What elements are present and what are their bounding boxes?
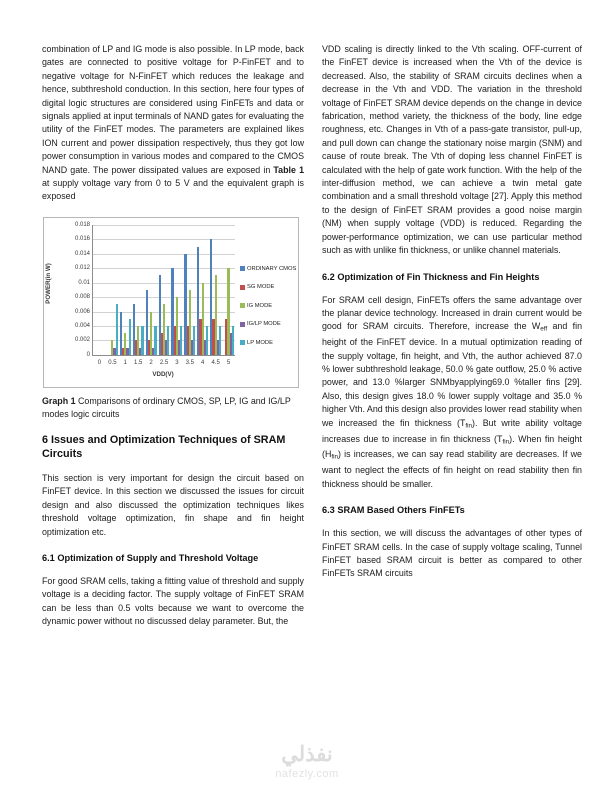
text-segment: fin [465,422,473,430]
text-segment: at supply voltage vary from 0 to 5 V and the equivalent graph is exposed [42,178,304,202]
grid-line [93,239,235,240]
text-segment: ) is increases, we can say read stability are decreases. If we want to neglect the effects of fin height on read stability then fin thickness should be smaller. [322,449,582,489]
left-column [42,43,304,642]
y-axis-tick-label: 0.014 [74,250,90,257]
x-axis-tick-label: 4 [201,359,205,366]
y-axis-tick-label: 0 [86,351,90,358]
x-axis-tick-label: 2 [149,359,153,366]
y-axis-tick-label: 0.008 [74,294,90,301]
paragraph-fin-thickness [322,294,582,492]
legend-swatch-icon [240,266,245,271]
subsection-heading-6-3: 6.3 SRAM Based Others FinFETs [322,505,465,516]
right-column [322,43,582,642]
legend-item [240,303,296,309]
legend-swatch-icon [240,322,245,327]
chart-bar [141,326,143,355]
watermark-url: nafezly.com [275,768,339,780]
text-segment: fin [502,438,510,446]
chart-bar [129,319,131,355]
text-segment: fin [331,453,339,461]
y-axis-tick-label: 0.012 [74,265,90,272]
chart-bar [154,326,156,355]
legend-item [240,266,296,272]
text-segment: and fin height of the FinFET device. In a mutual optimization reading of the supply voltage, fin height, and Vth, the author achieved 87.0 % lower subthreshold leakage, 50.0 % gate outflow, 25.0 % active power, and 13.0 %larger SNMbyapplying69.0 %taller fins [29]. Also, this design gives 18.0 % lower supply voltage and 35.0 % higher Vth. And this design also provides lower read stability when we increased the fin thickness (T [322,321,582,428]
x-axis-tick-label: 4.5 [211,359,220,366]
chart-legend [240,266,296,359]
y-axis-tick-label: 0.006 [74,308,90,315]
legend-item [240,340,296,346]
x-axis-tick-label: 0.5 [108,359,117,366]
y-axis-tick-label: 0.004 [74,322,90,329]
text-segment: eff [540,325,548,333]
paragraph-other-finfets: In this section, we will discuss the advantages of other types of FinFET SRAM cells. In the case of supply voltage scaling, Tunnel FinFET based SRAM circuit is better as compared to other FinFETs SRAM circuits [322,528,582,579]
grid-line [93,254,235,255]
text-segment: Table 1 [273,164,305,175]
x-axis-tick-label: 1 [123,359,127,366]
y-axis-tick-label: 0.002 [74,337,90,344]
y-axis-tick-label: 0.01 [78,279,90,286]
legend-swatch-icon [240,340,245,345]
figure-caption [42,395,304,422]
legend-label: IG MODE [247,302,273,309]
x-axis-tick-label: 2.5 [159,359,169,366]
chart-bar [180,326,182,355]
power-vs-vdd-chart [43,217,299,388]
legend-label: LP MODE [247,339,273,346]
chart-y-axis-title: POWER(in W) [44,263,52,304]
legend-swatch-icon [240,285,245,290]
watermark [252,742,362,781]
section-heading-6: 6 Issues and Optimization Techniques of SRAM Circuits [42,433,286,461]
legend-swatch-icon [240,303,245,308]
x-axis-tick-label: 5 [226,359,231,366]
legend-label: ORDINARY CMOS [247,265,297,272]
legend-label: SG MODE [247,284,275,291]
x-axis-tick-label: 0 [97,359,102,366]
legend-label: IG/LP MODE [247,321,281,328]
nafezly-logo: نفذلي [281,743,333,766]
text-segment: For SRAM cell design, FinFETs offers the same advantage over the planar device technology. Increased in drain current would be good for SRAM circuits. Therefore, increase the W [322,294,582,332]
subsection-heading-6-1: 6.1 Optimization of Supply and Threshold Voltage [42,552,259,563]
x-axis-tick-label: 1.5 [134,359,143,366]
legend-item [240,284,296,290]
chart-bar [232,326,234,355]
text-segment: combination of LP and IG mode is also possible. In LP mode, back gates are connected to positive voltage for P-FinFET and to negative voltage for N-FinFET which reduces the leakage and hence, subthreshold conduction. In this section, here four types of digital logic structures are considered using FinFETs and data or signals applied at input terminals of NAND gates for evaluating the utility of the FinFET modes. The parameters are explained likes ION current and power dissipation respectively, thus they got low power consumption in various modes and compared to the CMOS NAND gate. The power dissipated values are exposed in [42,44,304,175]
chart-bar [206,326,208,355]
paragraph-section6-intro: This section is very important for design the circuit based on FinFET device. In this section we discussed the issues for circuit design and also discussed the optimization techniques likes threshold voltage optimization, fin shape and fin height optimization etc. [42,472,304,537]
chart-bar [116,304,118,355]
text-segment: Comparisons of ordinary CMOS, SP, LP, IG and IG/LP modes logic circuits [42,395,291,420]
paragraph-lp-ig-modes [42,43,304,204]
chart-bar [219,326,221,355]
x-axis-tick-label: 3 [175,359,179,366]
chart-plot-area [74,221,235,366]
text-segment: ). When fin height (H [322,433,583,460]
y-axis-tick-label: 0.016 [74,236,90,243]
chart-bar [167,326,169,355]
chart-bar [193,326,195,355]
subsection-heading-6-2: 6.2 Optimization of Fin Thickness and Fin Heights [322,271,540,282]
legend-item [240,321,296,327]
text-segment: ). But write ability voltage increases due to increase in fin thickness (T [322,417,582,444]
x-axis-tick-label: 3.5 [185,359,194,366]
text-segment: Graph 1 [42,395,76,406]
chart-x-axis-title: VDD(V) [152,370,174,378]
paragraph-supply-threshold: For good SRAM cells, taking a fitting value of threshold and supply voltage is a deciding factor. The supply voltage of FinFET SRAM can be less than 0.5 volts because we want to overcome the dynamic power without no discussed delay parameter. But, the [42,575,304,627]
grid-line [93,225,235,226]
grid-line [93,268,235,269]
paragraph-vdd-scaling: VDD scaling is directly linked to the Vth scaling. OFF-current of the FinFET device is increased when the Vth of the device is decreased. Also, the stability of SRAM circuits declines when a decrease in the Vth and VDD. The variation in the threshold voltage of FinFET SRAM device depends on the change in device fabrication, method variety, the thickness of the body, line edge roughness, etc. Changes in Vth of a pass-gate transistor, pull-up, and pull down can change the stationary noise margin (SNM) and cause of route break. The Vth of doping less channel FinFET is calculated with the help of gate work function. With the help of the inter-diffusion method, we can achieve a twin metal gate combination and a small threshold voltage [27]. Apply this method to the design of FinFET SRAM provides a good noise margin (NM) when supply voltage (VDD) is reduced. Regarding the power-performance optimization, we can use particular method such as with unlike fin thickness, or unlike channel materials. [322,44,582,256]
y-axis-tick-label: 0.018 [74,221,90,228]
